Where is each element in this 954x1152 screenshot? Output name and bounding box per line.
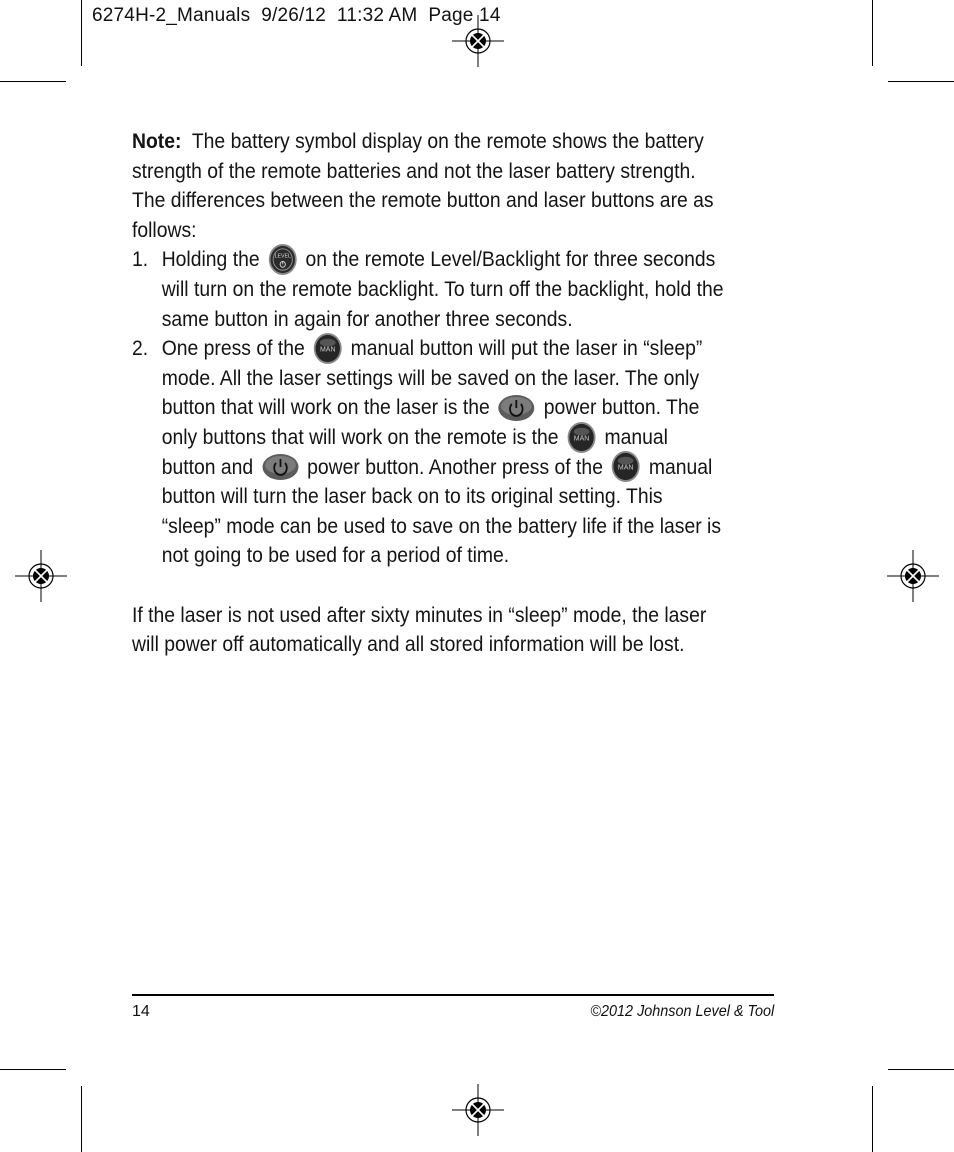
level-button-label: LEVEL [274, 253, 291, 260]
crop-mark-bottom-right-v [872, 1086, 873, 1152]
registration-mark-bottom-icon [452, 1084, 504, 1136]
manual-button-icon [313, 332, 343, 365]
list-item-number: 2. [132, 336, 149, 361]
crop-mark-top-right-h [888, 81, 954, 82]
note-label: Note: [132, 129, 182, 153]
list-item-text: Holding the [161, 247, 260, 272]
manual-button-label: MAN [319, 344, 336, 354]
manual-button-icon [611, 450, 641, 483]
print-slug: 6274H-2_Manuals 9/26/12 11:32 AM Page 14 [92, 5, 501, 26]
registration-mark-right-icon [887, 550, 939, 602]
list-item [132, 334, 726, 571]
note-text: The battery symbol display on the remote shows the battery strength of the remote batteries and not the laser battery strength. The differences between the remote button and laser buttons are as follows: [132, 129, 714, 242]
list-item-text: power button. Another press of the [307, 454, 603, 479]
crop-mark-top-left-v [81, 0, 82, 66]
power-button-icon [498, 394, 536, 422]
button-differences-list [132, 245, 726, 571]
manual-button-label: MAN [618, 462, 634, 472]
crop-mark-top-left-h [0, 81, 66, 82]
power-button-icon [261, 453, 299, 481]
page-number: 14 [132, 1003, 150, 1020]
registration-mark-top-icon [452, 15, 504, 67]
note-paragraph [132, 127, 726, 245]
crop-mark-bottom-right-h [888, 1069, 954, 1070]
crop-mark-bottom-left-h [0, 1069, 66, 1070]
footer-rule [132, 994, 774, 996]
list-item-text: One press of the [161, 336, 305, 361]
list-item-number: 1. [132, 247, 149, 272]
list-item [132, 245, 726, 334]
list-item-text: power button. The only buttons that will work on the remote is the [161, 395, 700, 449]
manual-body [132, 127, 726, 660]
level-button-icon [268, 243, 298, 276]
list-item-text: on the remote Level/Backlight for three seconds will turn on the remote backlight. To turn off the backlight, hold the same button in again for another three seconds. [161, 247, 724, 331]
list-item-text: manual button and [161, 424, 668, 479]
list-item-text: manual button will turn the laser back on to its original setting. This “sleep” mode can be used to save on the battery life if the laser is not going to be used for a period of time. [161, 454, 722, 568]
manual-button-icon [567, 421, 597, 454]
sleep-mode-paragraph: If the laser is not used after sixty minutes in “sleep” mode, the laser will power off automatically and all stored information will be lost. [132, 602, 707, 657]
manual-button-label: MAN [573, 432, 590, 443]
registration-mark-left-icon [15, 550, 67, 602]
copyright-notice: ©2012 Johnson Level & Tool [590, 1003, 774, 1020]
list-item-text: manual button will put the laser in “sleep” mode. All the laser settings will be saved on the laser. The only button that will work on the laser is the [161, 336, 703, 420]
crop-mark-top-right-v [872, 0, 873, 66]
crop-mark-bottom-left-v [81, 1086, 82, 1152]
